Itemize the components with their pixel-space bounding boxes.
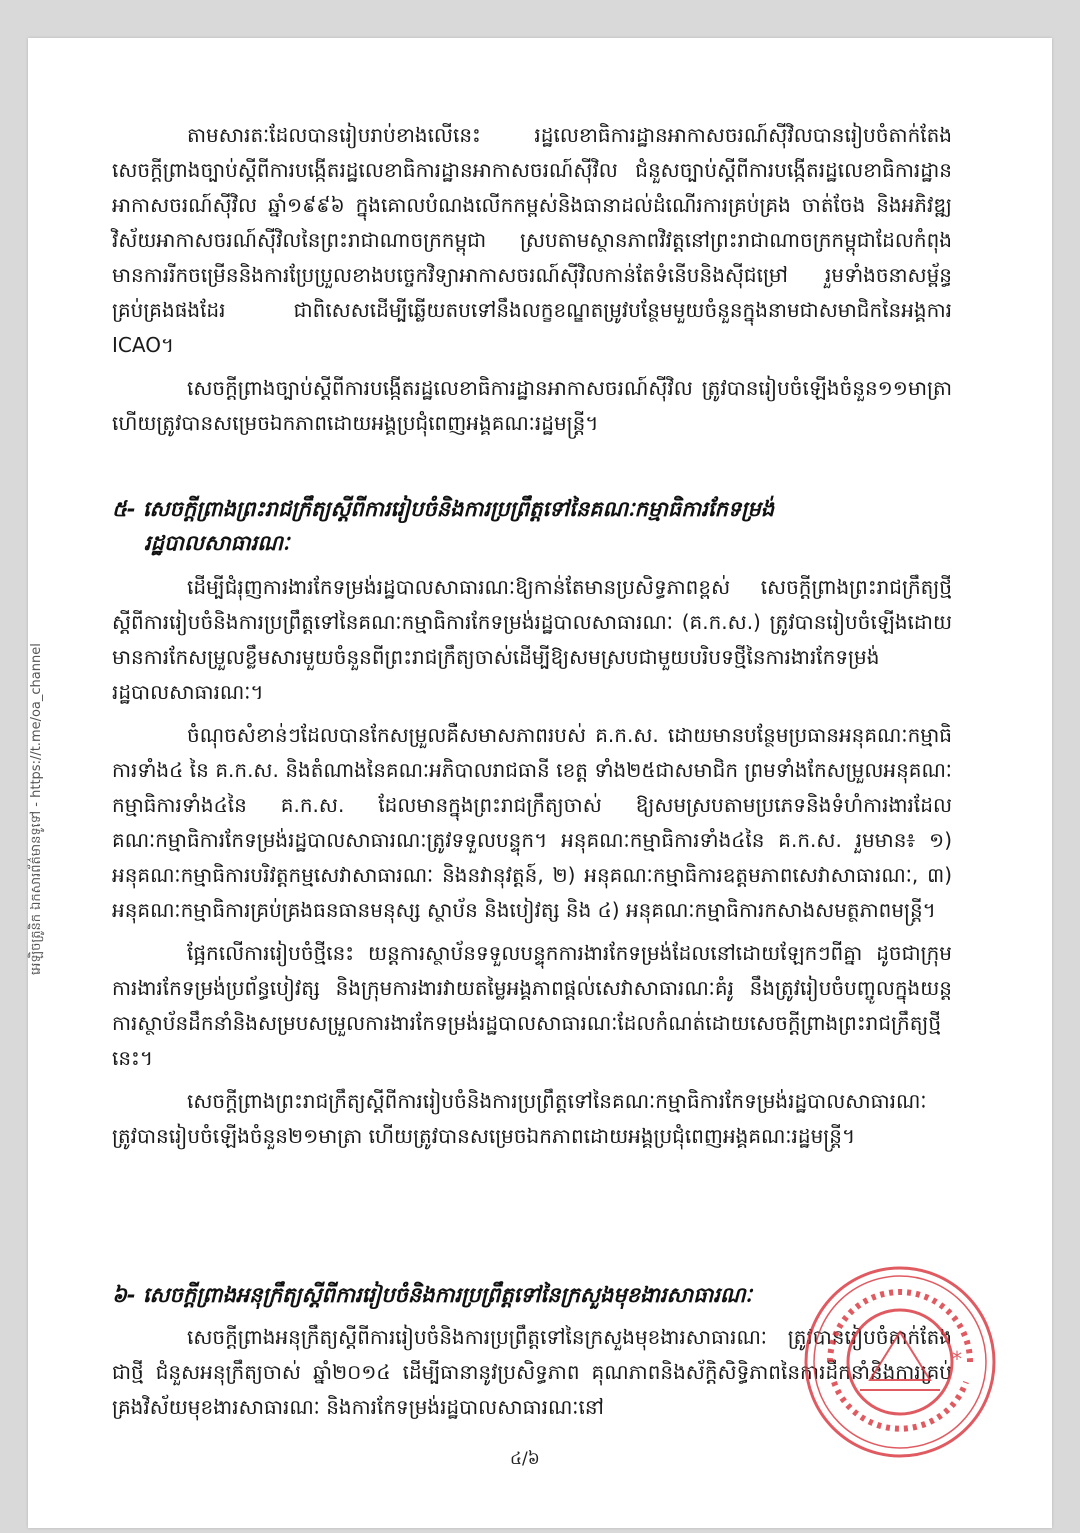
- official-seal-stamp: [800, 1262, 1000, 1462]
- page-number: ៤/៦: [510, 1449, 540, 1469]
- section-6-heading: ៦- សេចក្តីព្រាងអនុក្រឹត្យស្តីពីការរៀបចំនិងការប្រព្រឹត្តទៅនៃក្រសួងមុខងារសាធារណៈ: [112, 1283, 752, 1307]
- paragraph: តាមសារតៈដែលបានរៀបរាប់ខាងលើនេះ រដ្ឋលេខាធិការដ្ឋានអាកាសចរណ៍ស៊ីវិលបានរៀបចំតាក់តែងសេចក្តីព្រាងច្បាប់ស្តីពីការបង្កើតរដ្ឋលេខាធិការដ្ឋានអាកាសចរណ៍ស៊ីវិល ជំនួសច្បាប់ស្តីពីការបង្កើតរដ្ឋលេខាធិការដ្ឋានអាកាសចរណ៍ស៊ីវិល ឆ្នាំ១៩៩៦ ក្នុងគោលបំណងលើកកម្ពស់និងធានាដល់ដំណើរការគ្រប់គ្រង ចាត់ចែង និងអភិវឌ្ឍវិស័យអាកាសចរណ៍ស៊ីវិលនៃព្រះរាជាណាចក្រកម្ពុជា ស្របតាមស្ថានភាពវិវត្តនៅព្រះរាជាណាចក្រកម្ពុជាដែលកំពុងមានការរីកចម្រើននិងការប្រែប្រួលខាងបច្ចេកវិទ្យាអាកាសចរណ៍ស៊ីវិលកាន់តែទំនើបនិងស៊ីជម្រៅ រួមទាំងចនាសម្ព័ន្ធគ្រប់គ្រងផងដែរ ជាពិសេសដើម្បីឆ្លើយតបទៅនឹងលក្ខខណ្ឌតម្រូវបន្ថែមមួយចំនួនក្នុងនាមជាសមាជិកនៃអង្គការ ICAO។: [112, 123, 952, 357]
- svg-text:*: *: [952, 1347, 962, 1371]
- section-5-heading: [112, 492, 952, 560]
- heading-line: រដ្ឋបាលសាធារណៈ: [144, 531, 290, 555]
- heading-line: ៥- សេចក្តីព្រាងព្រះរាជក្រឹត្យស្តីពីការរៀបចំនិងការប្រព្រឹត្តទៅនៃគណៈកម្មាធិការកែទម្រង់: [112, 497, 775, 521]
- paragraph: សេចក្តីព្រាងច្បាប់ស្តីពីការបង្កើតរដ្ឋលេខាធិការដ្ឋានអាកាសចរណ៍ស៊ីវិល ត្រូវបានរៀបចំឡើងចំនួន១១មាត្រា ហើយត្រូវបានសម្រេចឯកភាពដោយអង្គប្រជុំពេញអង្គគណៈរដ្ឋមន្ត្រី។: [112, 376, 952, 435]
- side-watermark: អេឡិចត្រូនិក ឯកសារព័ត៌មានទូទៅ - https://t.me/oa_channel: [29, 643, 44, 975]
- paragraph: ដើម្បីជំរុញការងារកែទម្រង់រដ្ឋបាលសាធារណៈឱ្យកាន់តែមានប្រសិទ្ធភាពខ្ពស់ សេចក្តីព្រាងព្រះរាជក្រឹត្យថ្មីស្តីពីការរៀបចំនិងការប្រព្រឹត្តទៅនៃគណៈកម្មាធិការកែទម្រង់រដ្ឋបាលសាធារណៈ (គ.ក.ស.) ត្រូវបានរៀបចំឡើងដោយមានការកែសម្រួលខ្លឹមសារមួយចំនួនពីព្រះរាជក្រឹត្យចាស់ដើម្បីឱ្យសមស្របជាមួយបរិបទថ្មីនៃការងារកែទម្រង់រដ្ឋបាលសាធារណៈ។: [112, 575, 952, 704]
- paragraph: សេចក្តីព្រាងព្រះរាជក្រឹត្យស្តីពីការរៀបចំនិងការប្រព្រឹត្តទៅនៃគណៈកម្មាធិការកែទម្រង់រដ្ឋបាលសាធារណៈ ត្រូវបានរៀបចំឡើងចំនួន២១មាត្រា ហើយត្រូវបានសម្រេចឯកភាពដោយអង្គប្រជុំពេញអង្គគណៈរដ្ឋមន្ត្រី។: [112, 1089, 927, 1148]
- section-5-body: [112, 570, 952, 1154]
- paragraph: សេចក្តីព្រាងអនុក្រឹត្យស្តីពីការរៀបចំនិងការប្រព្រឹត្តទៅនៃក្រសួងមុខងារសាធារណៈ ត្រូវបានរៀបចំតាក់តែងជាថ្មី ជំនួសអនុក្រឹត្យចាស់ ឆ្នាំ២០១៤ ដើម្បីធានានូវប្រសិទ្ធភាព គុណភាពនិងស័ក្តិសិទ្ធិភាពនៃការដឹកនាំនិងការគ្រប់គ្រងវិស័យមុខងារសាធារណៈ និងការកែទម្រង់រដ្ឋបាលសាធារណៈនៅ: [112, 1325, 952, 1419]
- paragraph: ចំណុចសំខាន់ៗដែលបានកែសម្រួលគឺសមាសភាពរបស់ គ.ក.ស. ដោយមានបន្ថែមប្រធានអនុគណៈកម្មាធិការទាំង៤ នៃ គ.ក.ស. និងតំណាងនៃគណៈអភិបាលរាជធានី ខេត្ត ទាំង២៥ជាសមាជិក ព្រមទាំងកែសម្រួលអនុគណៈកម្មាធិការទាំង៤នៃ គ.ក.ស. ដែលមានក្នុងព្រះរាជក្រឹត្យចាស់ ឱ្យសមស្របតាមប្រភេទនិងទំហំការងារដែលគណៈកម្មាធិការកែទម្រង់រដ្ឋបាលសាធារណៈត្រូវទទួលបន្ទុក។ អនុគណៈកម្មាធិការទាំង៤នៃ គ.ក.ស. រួមមាន៖ ១) អនុគណៈកម្មាធិការបរិវត្តកម្មសេវាសាធារណៈ និងនវានុវត្តន៍, ២) អនុគណៈកម្មាធិការឧត្តមភាពសេវាសាធារណៈ, ៣) អនុគណៈកម្មាធិការគ្រប់គ្រងធនធានមនុស្ស ស្ថាប័ន និងបៀវត្ស និង ៤) អនុគណៈកម្មាធិការកសាងសមត្ថភាពមន្ត្រី។: [112, 723, 952, 922]
- paragraph: ផ្អែកលើការរៀបចំថ្មីនេះ យន្តការស្ថាប័នទទួលបន្ទុកការងារកែទម្រង់ដែលនៅដោយឡែកៗពីគ្នា ដូចជាក្រុមការងារកែទម្រង់ប្រព័ន្ធបៀវត្ស និងក្រុមការងារវាយតម្លៃអង្គភាពផ្តល់សេវាសាធារណៈគំរូ នឹងត្រូវរៀបចំបញ្ចូលក្នុងយន្តការស្ថាប័នដឹកនាំនិងសម្របសម្រួលការងារកែទម្រង់រដ្ឋបាលសាធារណៈដែលកំណត់ដោយសេចក្តីព្រាងព្រះរាជក្រឹត្យថ្មីនេះ។: [112, 941, 952, 1070]
- section-intro: [112, 118, 952, 441]
